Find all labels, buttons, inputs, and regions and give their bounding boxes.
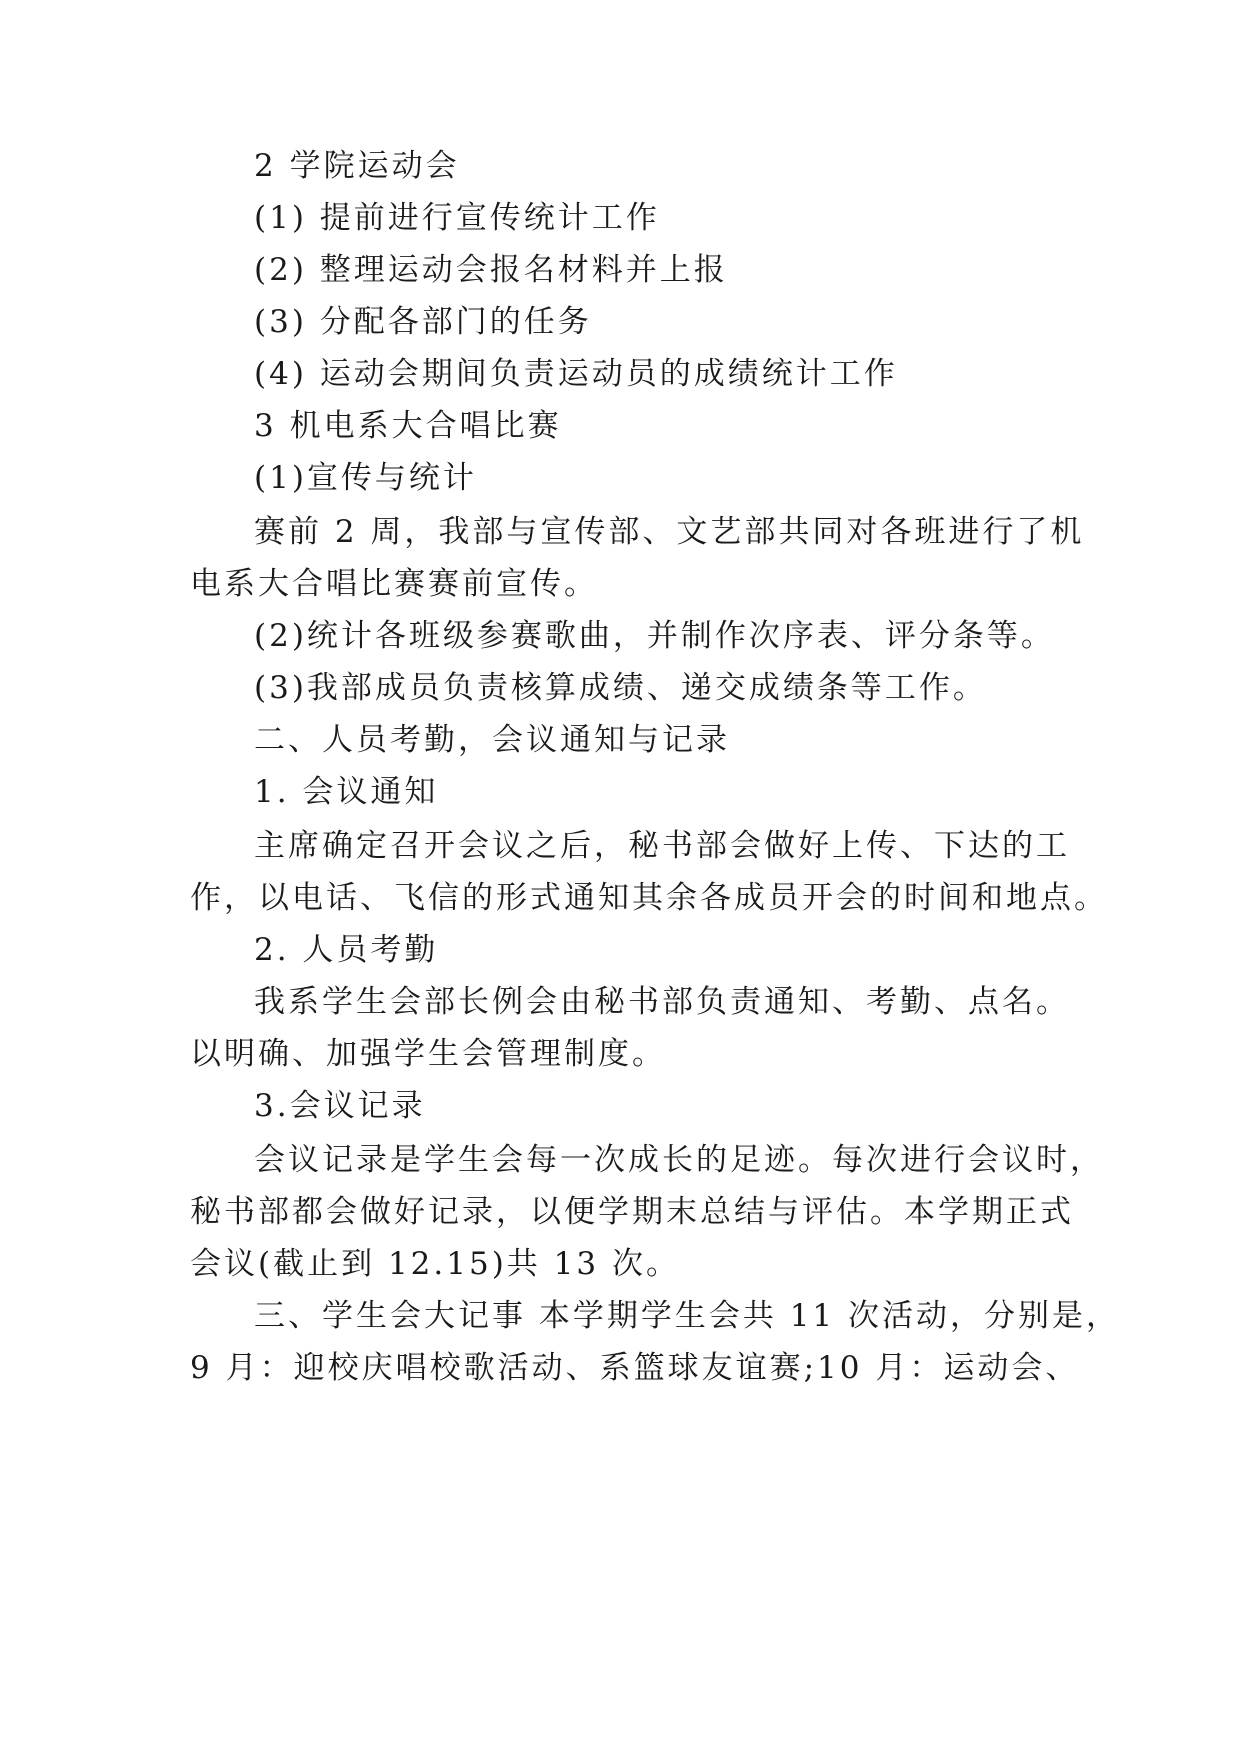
subsection-heading: 2. 人员考勤 [254,932,439,968]
paragraph-line: 会议记录是学生会每一次成长的足迹。每次进行会议时， [254,1142,1104,1178]
paragraph-line: 电系大合唱比赛赛前宣传。 [190,566,598,602]
paragraph-line: 秘书部都会做好记录，以便学期末总结与评估。本学期正式 [190,1194,1074,1230]
list-item: (2) 整理运动会报名材料并上报 [254,252,728,288]
paragraph-line: 9 月：迎校庆唱校歌活动、系篮球友谊赛;10 月：运动会、 [190,1350,1080,1386]
section-heading-sports-meet: 2 学院运动会 [254,148,460,184]
section-heading-attendance: 二、人员考勤，会议通知与记录 [254,722,730,758]
paragraph-line: 主席确定召开会议之后，秘书部会做好上传、下达的工 [254,828,1070,864]
subsection-heading: 1. 会议通知 [254,774,439,810]
section-heading-chorus: 3 机电系大合唱比赛 [254,408,562,444]
paragraph-line: 我系学生会部长例会由秘书部负责通知、考勤、点名。 [254,984,1070,1020]
list-item: (1) 提前进行宣传统计工作 [254,200,660,236]
list-item: (3)我部成员负责核算成绩、递交成绩条等工作。 [254,670,987,706]
paragraph-line: 以明确、加强学生会管理制度。 [190,1036,666,1072]
list-item: (4) 运动会期间负责运动员的成绩统计工作 [254,356,898,392]
list-item: (1)宣传与统计 [254,460,477,496]
paragraph-line: 赛前 2 周，我部与宣传部、文艺部共同对各班进行了机 [254,514,1085,550]
paragraph-line: 会议(截止到 12.15)共 13 次。 [190,1246,680,1282]
list-item: (2)统计各班级参赛歌曲，并制作次序表、评分条等。 [254,618,1055,654]
paragraph-line: 作，以电话、飞信的形式通知其余各成员开会的时间和地点。 [190,880,1108,916]
section-heading-events: 三、学生会大记事 本学期学生会共 11 次活动，分别是， [254,1298,1121,1334]
subsection-heading: 3.会议记录 [254,1088,426,1124]
list-item: (3) 分配各部门的任务 [254,304,592,340]
